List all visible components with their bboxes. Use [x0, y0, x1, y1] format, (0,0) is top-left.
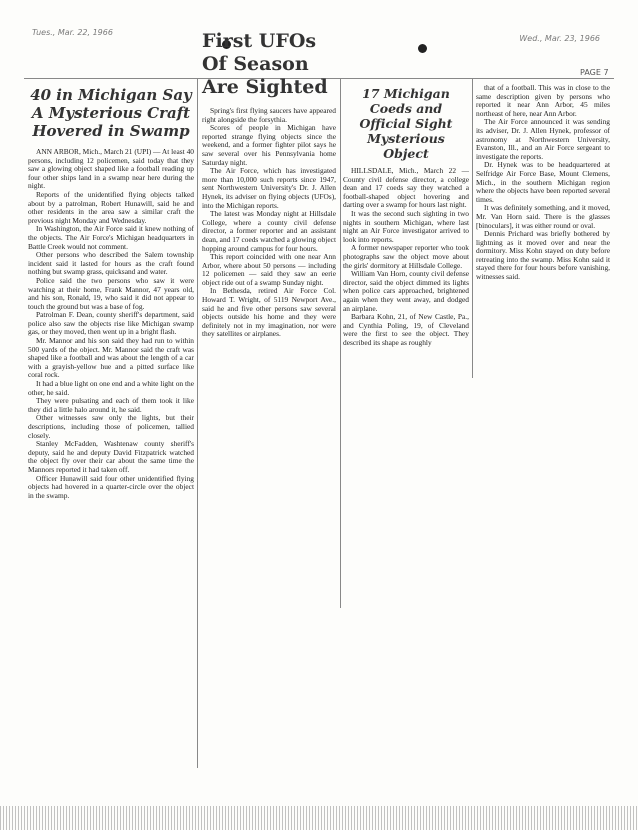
article-paragraph: Dennis Prichard was briefly bothered by lightning as it moved over and near the dormitory. Miss Kohn stayed on duty before retreating into the swamp. Miss Kohn said it stayed there for four hours before vanishing, witnesses said.	[476, 229, 610, 282]
article-paragraph: that of a football. This was in close to the same description given by persons who reported it near Ann Arbor, 45 miles northeast of here, near Ann Arbor.	[476, 84, 610, 118]
article-paragraph: It was the second such sighting in two nights in southern Michigan, where last night an Air Force investigator arrived to look into reports.	[343, 208, 469, 244]
top-right-date-caption: Wed., Mar. 23, 1966	[519, 34, 600, 43]
column-rule	[472, 78, 473, 378]
article-paragraph: The latest was Monday night at Hillsdale College, where a county civil defense director, a former reporter and an assistant dean, and 17 coeds watched a glowing object hopping around campus for four hours.	[202, 209, 336, 253]
punch-hole-mark	[418, 44, 427, 53]
article-paragraph: In Bethesda, retired Air Force Col. Howard T. Wright, of 5119 Newport Ave., said he and five other persons saw several objects outside his home and they were definitely not in my imagination, nor were they satellites or airplanes.	[202, 286, 336, 339]
article-swamp	[28, 86, 194, 768]
article-paragraph: They were pulsating and each of them took it like they did a little halo around it, he said.	[28, 396, 194, 414]
article-coeds	[343, 86, 469, 587]
article-headline: 40 in Michigan Say A Mysterious Craft Hovered in Swamp	[30, 86, 192, 140]
article-headline: 17 Michigan Coeds and Official Sight Mysterious Object	[359, 86, 453, 161]
article-paragraph: Spring's first flying saucers have appeared right alongside the forsythia.	[202, 107, 336, 124]
article-paragraph: ANN ARBOR, Mich., March 21 (UPI) — At least 40 persons, including 12 policemen, said today that they saw a glowing object shaped like a football reading up four other ships land in a swamp near here during the night.	[28, 148, 194, 191]
article-paragraph: Dr. Hynek was to be headquartered at Selfridge Air Force Base, Mount Clemens, Mich., in the southern Michigan region where the objects have been reported several times.	[476, 160, 610, 204]
page-marker: PAGE 7	[580, 68, 609, 77]
article-paragraph: Stanley McFadden, Washtenaw county sheriff's deputy, said he and deputy David Fitzpatrick watched the object fly over their car about the same time the Mannors reported it had taken off.	[28, 439, 194, 474]
article-paragraph: A former newspaper reporter who took photographs saw the object move about the girls' dormitory at Hillsdale College.	[343, 243, 469, 270]
article-paragraph: Patrolman F. Dean, county sheriff's department, said police also saw the objects rise like Michigan swamp gas, or they moved, then went up in a bright flash.	[28, 310, 194, 337]
article-paragraph: It was definitely something, and it moved, Mr. Van Horn said. There is the glasses [binoculars], it was either round or oval.	[476, 203, 610, 230]
article-coeds-continued	[476, 84, 610, 384]
article-body	[343, 167, 469, 587]
article-paragraph: Other persons who described the Salem township incident said it lasted for hours as the craft found nothing but swamp grass, quicksand and water.	[28, 250, 194, 277]
article-body	[28, 148, 194, 768]
column-rule	[340, 78, 341, 608]
article-first-ufos	[202, 30, 336, 527]
column-rule	[197, 78, 198, 768]
article-paragraph: Scores of people in Michigan have reported strange flying objects since the weekend, and a former fighter pilot says he saw several over his Pennsylvania home Saturday night.	[202, 123, 336, 167]
article-paragraph: William Van Horn, county civil defense director, said the object dimmed its lights when police cars approached, brightened again when they went away, and dodged an airplane.	[343, 269, 469, 313]
article-paragraph: Reports of the unidentified flying objects talked about by a patrolman, Robert Hunawill, said he and other residents in the area saw a similar craft the previous night Monday and Wednesday.	[28, 189, 194, 225]
article-paragraph: This report coincided with one near Ann Arbor, where about 50 persons — including 12 policemen — said they saw an eerie object ride out of a swamp Sunday night.	[202, 252, 336, 287]
article-paragraph: Barbara Kohn, 21, of New Castle, Pa., and Cynthia Poling, 19, of Cleveland were the first to see the object. They described its shape as roughly	[343, 312, 469, 347]
scan-noise-strip	[0, 806, 638, 830]
top-left-date-caption: Tues., Mar. 22, 1966	[32, 28, 113, 37]
article-headline: First UFOs Of Season Are Sighted	[202, 30, 328, 98]
article-paragraph: HILLSDALE, Mich., March 22 — County civil defense director, a college dean and 17 coeds say they watched a football-shaped object hovering and darting over a swamp for hours last night.	[343, 167, 469, 210]
article-paragraph: Other witnesses saw only the lights, but their descriptions, including those of policemen, tallied closely.	[28, 413, 194, 440]
article-paragraph: Police said the two persons who saw it were watching at their home, Frank Mannor, 47 years old, and his son, Ronald, 19, who said it did not appear to touch the ground but was a base of fog.	[28, 275, 194, 311]
article-paragraph: It had a blue light on one end and a white light on the other, he said.	[28, 379, 194, 397]
article-paragraph: The Air Force, which has investigated more than 10,000 such reports since 1947, sent Northwestern University's Dr. J. Allen Hynek, its adviser on flying objects (UFOs), into the Michigan reports.	[202, 166, 336, 210]
article-paragraph: Officer Hunawill said four other unidentified flying objects had hovered in a quarter-circle over the object in the swamp.	[28, 473, 194, 500]
article-body	[202, 107, 336, 527]
article-paragraph: The Air Force announced it was sending its adviser, Dr. J. Allen Hynek, professor of astronomy at Northwestern University, Evanston, Ill., and an Air Force sergeant to investigate the reports.	[476, 117, 610, 161]
article-body	[476, 84, 610, 384]
article-paragraph: In Washington, the Air Force said it knew nothing of the objects. The Air Force's Michigan headquarters in Battle Creek would not comment.	[28, 224, 194, 251]
article-paragraph: Mr. Mannor and his son said they had run to within 500 yards of the object. Mr. Mannor said the craft was shaped like a football and was about the length of a car with a grayish-yellow hue and a pitted surface like coral rock.	[28, 336, 194, 380]
